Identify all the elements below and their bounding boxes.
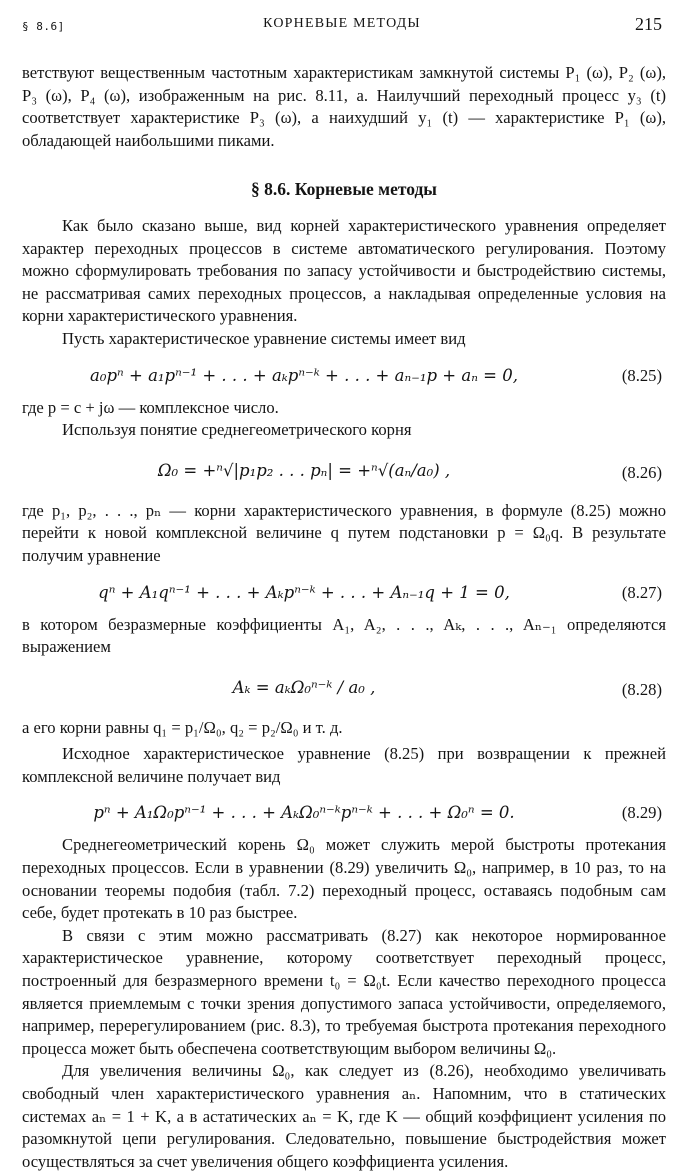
running-header <box>22 14 662 40</box>
equation-number: (8.25) <box>621 365 662 385</box>
paragraph: Для увеличения величины Ω₀, как следует из (8.26), необходимо увеличивать свободный член характеристического уравнения aₙ. Напомним, что в статических системах aₙ = 1 + K, а в астатических aₙ = K, где K — общий коэффициент усиления по разомкнутой цепи регулирования. Следовательно, повышение быстродействия может осуществляться за счет увеличения общего коэффициента усиления. <box>22 1061 666 1171</box>
equation-formula: Aₖ = aₖΩ₀ⁿ⁻ᵏ / a₀ , <box>232 677 376 697</box>
equation-8-26 <box>22 448 666 498</box>
equation-number: (8.29) <box>621 803 662 823</box>
equation-number: (8.26) <box>621 462 662 482</box>
equation-8-25 <box>22 357 666 395</box>
paragraph: в котором безразмерные коэффициенты A₁, A₂, . . ., Aₖ, . . ., Aₙ₋₁ определяются выражением <box>22 614 666 657</box>
equation-formula: pⁿ + A₁Ω₀pⁿ⁻¹ + . . . + AₖΩ₀ⁿ⁻ᵏpⁿ⁻ᵏ + . . . + Ω₀ⁿ = 0. <box>93 803 515 823</box>
equation-8-29 <box>22 794 666 832</box>
equation-formula: qⁿ + A₁qⁿ⁻¹ + . . . + Aₖpⁿ⁻ᵏ + . . . + Aₙ₋₁q + 1 = 0, <box>98 582 510 602</box>
equation-number: (8.28) <box>621 679 662 699</box>
page-body <box>22 62 666 1173</box>
paragraph: Пусть характеристическое уравнение системы имеет вид <box>62 328 466 348</box>
paragraph: где p₁, p₂, . . ., pₙ — корни характеристического уравнения, в формуле (8.25) можно перейти к новой комплексной величине q путем подстановки p = Ω₀q. В результате получим уравнение <box>22 500 666 565</box>
section-reference: § 8.6] <box>22 20 65 33</box>
paragraph: Как было сказано выше, вид корней характеристического уравнения определяет характер переходных процессов в системе автоматического регулирования. Поэтому можно сформулировать требования по запасу устойчивости и быстродействию системы, не рассматривая самих переходных процессов, а накладывая определенные условия на корни характеристического уравнения. <box>22 215 666 326</box>
equation-8-27 <box>22 574 666 612</box>
equation-number: (8.27) <box>621 582 662 602</box>
paragraph: Среднегеометрический корень Ω₀ может служить мерой быстроты протекания переходных процессов. Если в уравнении (8.29) увеличить Ω₀, например, в 10 раз, то на основании теоремы подобия (табл. 7.2) переходный процесс, оставаясь подобным сам себе, будет протекать в 10 раз быстрее. <box>22 835 666 923</box>
section-title: § 8.6. Корневые методы <box>251 179 437 200</box>
equation-8-28 <box>22 665 666 715</box>
paragraph: Исходное характеристическое уравнение (8.25) при возвращении к прежней комплексной величине получает вид <box>22 744 666 786</box>
equation-formula: a₀pⁿ + a₁pⁿ⁻¹ + . . . + aₖpⁿ⁻ᵏ + . . . + aₙ₋₁p + aₙ = 0, <box>90 365 518 385</box>
paragraph: Используя понятие среднегеометрического корня <box>62 420 412 440</box>
running-title: КОРНЕВЫЕ МЕТОДЫ <box>263 16 421 31</box>
paragraph: а его корни равны q₁ = p₁/Ω₀, q₂ = p₂/Ω₀ и т. д. <box>22 717 343 737</box>
equation-formula: Ω₀ = +ⁿ√|p₁p₂ . . . pₙ| = +ⁿ√(aₙ/a₀) , <box>157 460 451 480</box>
paragraph-intro: ветствуют вещественным частотным характеристикам замкнутой системы P₁ (ω), P₂ (ω), P₃ (ω), P₄ (ω), изображенным на рис. 8.11, a. Наилучший переходный процесс y₃ (t) соответствует характеристике P₃ (ω), а наихудший y₁ (t) — характеристике P₁ (ω), обладающей наибольшими пиками. <box>22 63 666 150</box>
page-number: 215 <box>635 14 662 34</box>
paragraph: В связи с этим можно рассматривать (8.27) как некоторое нормированное характеристическое уравнение, которому соответствует переходный процесс, построенный для безразмерного времени t₀ = Ω₀t. Если качество переходного процесса является приемлемым с точки зрения допустимого запаса устойчивости, определяемого, например, перерегулированием (рис. 8.3), то требуемая быстрота протекания переходного процесса может быть обеспечена соответствующим выбором величины Ω₀. <box>22 925 666 1058</box>
paragraph: где p = c + jω — комплексное число. <box>22 397 279 417</box>
